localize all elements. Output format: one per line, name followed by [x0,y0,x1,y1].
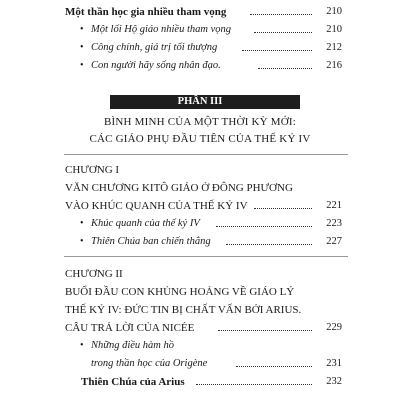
bullet-icon: • [80,42,84,53]
leader-dots [254,32,312,33]
toc-subentry[interactable] [0,40,400,56]
leader-dots [250,14,312,15]
divider [64,154,348,155]
toc-subentry-continued[interactable] [0,356,400,372]
part-heading-line2: CÁC GIÁO PHỤ ĐẦU TIÊN CỦA THẾ KỶ IV [89,133,311,145]
entry-page: 232 [326,376,342,387]
chapter-title-line1: BUỔI ĐẦU CON KHỦNG HOẢNG VỀ GIÁO LÝ [65,286,295,298]
entry-page: 223 [326,218,342,229]
toc-subentry[interactable] [0,216,400,232]
entry-title: Con người hãy sống nhân đạo. [91,60,221,71]
entry-title: Một lối Hộ giáo nhiều tham vọng [91,24,231,35]
entry-title: Một thần học gia nhiều tham vọng [65,6,227,18]
chapter-label: CHƯƠNG II [65,268,123,280]
leader-dots [236,366,312,367]
entry-title: Thiên Chúa của Arius [81,376,185,388]
toc-subentry[interactable] [0,58,400,74]
chapter-title-line2: VÀO KHÚC QUANH CỦA THẾ KỶ IV [65,200,248,212]
entry-page: 210 [326,24,342,35]
entry-page: 229 [326,322,342,333]
chapter-title-line3: CÂU TRẢ LỜI CỦA NICÉE [65,322,195,334]
bullet-icon: • [80,340,84,351]
leader-dots [218,330,312,331]
entry-page: 216 [326,60,342,71]
toc-entry[interactable] [0,4,400,20]
bullet-icon: • [80,236,84,247]
bullet-icon: • [80,218,84,229]
entry-page: 231 [326,358,342,369]
entry-page: 227 [326,236,342,247]
entry-title: Khúc quanh của thế kỷ IV [91,218,200,229]
entry-page: 210 [326,6,342,17]
toc-subentry[interactable] [0,234,400,250]
entry-page: 212 [326,42,342,53]
toc-entry[interactable] [0,320,400,336]
chapter-label: CHƯƠNG I [65,164,120,176]
toc-subentry[interactable] [0,338,400,354]
part-label[interactable]: PHẦN III [177,96,223,107]
leader-dots [226,244,312,245]
entry-title-line2: trong thần học của Origène [91,358,208,369]
entry-title: Thiên Chúa ban chiến thắng [91,236,211,247]
toc-entry[interactable] [0,374,400,390]
entry-title-line1: Những điều hàm hồ [91,340,175,351]
bullet-icon: • [80,24,84,35]
divider [64,256,348,257]
leader-dots [216,226,312,227]
entry-page: 221 [326,200,342,211]
leader-dots [196,384,312,385]
leader-dots [258,68,312,69]
leader-dots [242,50,312,51]
entry-title: Công chính, giá trị tối thượng [91,42,218,53]
toc-subentry[interactable] [0,22,400,38]
part-heading-line1: BÌNH MINH CỦA MỘT THỜI KỲ MỚI: [104,116,296,128]
toc-entry[interactable] [0,198,400,214]
leader-dots [254,208,312,209]
bullet-icon: • [80,60,84,71]
chapter-title-line1: VĂN CHƯƠNG KITÔ GIÁO Ở ĐÔNG PHƯƠNG [65,182,293,194]
chapter-title-line2: THẾ KỶ IV: ĐỨC TIN BỊ CHẤT VẤN BỞI ARIUS. [65,304,302,316]
